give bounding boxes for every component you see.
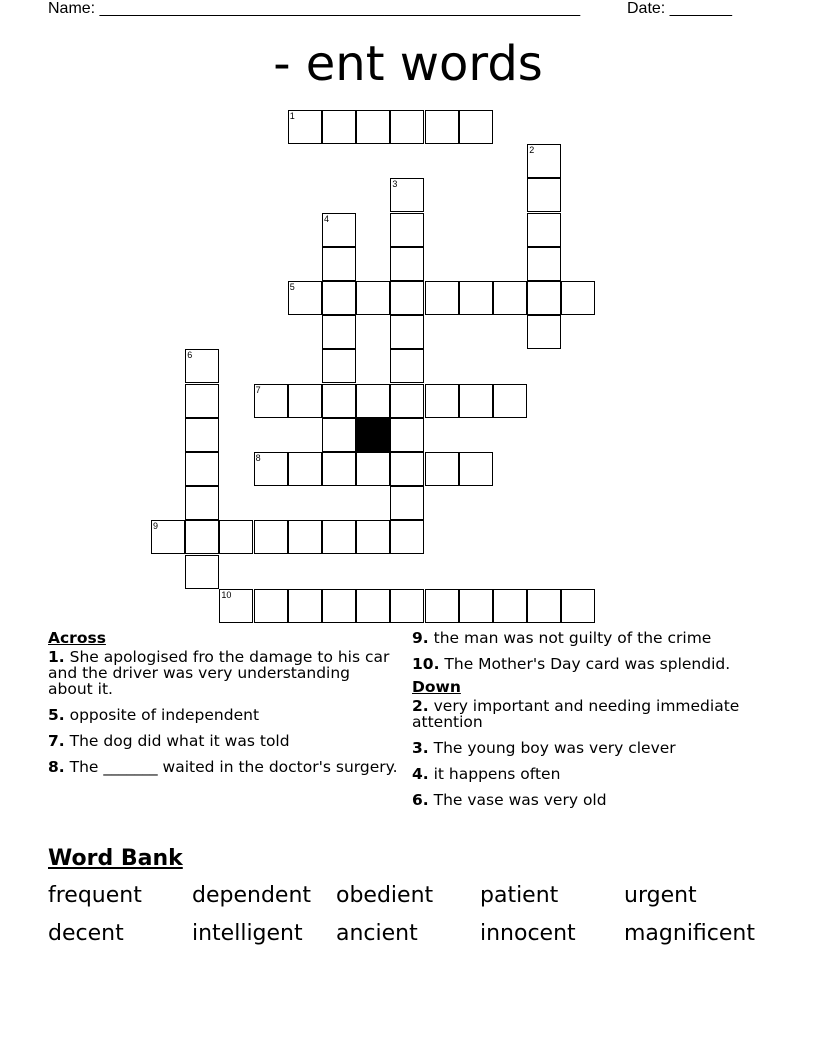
crossword-cell[interactable] bbox=[185, 486, 219, 520]
crossword-cell[interactable] bbox=[322, 520, 356, 554]
clue-text: The _______ waited in the doctor's surgery. bbox=[64, 758, 398, 776]
crossword-cell[interactable] bbox=[493, 384, 527, 418]
clue-item bbox=[48, 649, 398, 697]
crossword-cell[interactable] bbox=[185, 555, 219, 589]
clue-number: 4 bbox=[324, 213, 330, 224]
word-bank-word: innocent bbox=[480, 921, 576, 946]
crossword-cell[interactable] bbox=[151, 520, 185, 554]
clue-item bbox=[412, 792, 792, 808]
across-heading: Across bbox=[48, 629, 106, 647]
crossword-cell[interactable] bbox=[390, 589, 424, 623]
clue-number: 5. bbox=[48, 706, 65, 724]
clues-right-column bbox=[412, 630, 792, 818]
clue-item bbox=[412, 740, 792, 756]
clue-text: She apologised fro the damage to his car and the driver was very understanding about it. bbox=[48, 648, 390, 698]
crossword-cell[interactable] bbox=[254, 589, 288, 623]
word-bank-word: decent bbox=[48, 921, 124, 946]
crossword-block bbox=[356, 418, 390, 452]
date-field[interactable]: Date: _______ bbox=[627, 0, 732, 17]
crossword-cell[interactable] bbox=[288, 520, 322, 554]
crossword-cell[interactable] bbox=[356, 110, 390, 144]
crossword-cell[interactable] bbox=[356, 520, 390, 554]
crossword-cell[interactable] bbox=[390, 213, 424, 247]
crossword-cell[interactable] bbox=[254, 384, 288, 418]
clue-number: 10 bbox=[221, 589, 232, 600]
clue-item bbox=[412, 630, 792, 646]
crossword-cell[interactable] bbox=[390, 281, 424, 315]
word-bank-title: Word Bank bbox=[48, 846, 183, 871]
word-bank-word: magnificent bbox=[624, 921, 755, 946]
crossword-cell[interactable] bbox=[390, 520, 424, 554]
crossword-cell[interactable] bbox=[390, 384, 424, 418]
crossword-cell[interactable] bbox=[219, 520, 253, 554]
crossword-cell[interactable] bbox=[185, 384, 219, 418]
clue-number: 1 bbox=[289, 111, 295, 121]
crossword-cell[interactable] bbox=[288, 384, 322, 418]
clue-text: the man was not guilty of the crime bbox=[428, 629, 712, 647]
clue-number: 2. bbox=[412, 697, 429, 715]
crossword-cell[interactable] bbox=[322, 589, 356, 623]
crossword-cell[interactable] bbox=[390, 452, 424, 486]
crossword-cell[interactable] bbox=[459, 452, 493, 486]
crossword-cell[interactable] bbox=[288, 281, 322, 315]
crossword-cell[interactable] bbox=[459, 281, 493, 315]
crossword-cell[interactable] bbox=[493, 589, 527, 623]
crossword-cell[interactable] bbox=[390, 486, 424, 520]
clue-item bbox=[48, 759, 398, 775]
clue-text: The dog did what it was told bbox=[64, 732, 290, 750]
crossword-cell[interactable] bbox=[527, 247, 561, 281]
crossword-cell[interactable] bbox=[493, 281, 527, 315]
across-clue-list-continued bbox=[412, 630, 792, 672]
crossword-cell[interactable] bbox=[322, 110, 356, 144]
clue-number: 6 bbox=[187, 350, 193, 361]
clue-text: The young boy was very clever bbox=[428, 739, 676, 757]
clue-number: 8 bbox=[255, 453, 261, 463]
crossword-cell[interactable] bbox=[322, 452, 356, 486]
word-bank-word: ancient bbox=[336, 921, 418, 946]
crossword-cell[interactable] bbox=[185, 520, 219, 554]
page-title: - ent words bbox=[273, 36, 543, 92]
clue-item bbox=[412, 656, 792, 672]
clue-text: it happens often bbox=[428, 765, 561, 783]
crossword-cell[interactable] bbox=[390, 110, 424, 144]
crossword-cell[interactable] bbox=[390, 349, 424, 383]
crossword-cell[interactable] bbox=[390, 315, 424, 349]
clue-number: 7 bbox=[255, 384, 261, 395]
down-heading: Down bbox=[412, 678, 461, 696]
across-clue-list bbox=[48, 649, 398, 775]
crossword-cell[interactable] bbox=[356, 281, 390, 315]
crossword-cell[interactable] bbox=[322, 281, 356, 315]
crossword-cell[interactable] bbox=[425, 281, 459, 315]
word-bank-word: dependent bbox=[192, 883, 312, 908]
crossword-cell[interactable] bbox=[561, 281, 595, 315]
clue-number: 2 bbox=[529, 145, 535, 156]
word-bank-word: obedient bbox=[336, 883, 434, 908]
down-clue-list bbox=[412, 698, 792, 808]
crossword-cell[interactable] bbox=[390, 418, 424, 452]
crossword-cell[interactable] bbox=[322, 315, 356, 349]
crossword-cell[interactable] bbox=[390, 178, 424, 212]
clue-item bbox=[48, 733, 398, 749]
clue-number: 6. bbox=[412, 791, 429, 809]
crossword-cell[interactable] bbox=[425, 384, 459, 418]
crossword-cell[interactable] bbox=[322, 213, 356, 247]
crossword-cell[interactable] bbox=[425, 110, 459, 144]
crossword-cell[interactable] bbox=[254, 520, 288, 554]
word-bank-word: patient bbox=[480, 883, 559, 908]
clues-left-column bbox=[48, 630, 398, 785]
clue-item bbox=[48, 707, 398, 723]
crossword-cell[interactable] bbox=[219, 589, 253, 623]
clue-number: 10. bbox=[412, 655, 440, 673]
crossword-cell[interactable] bbox=[425, 589, 459, 623]
crossword-cell[interactable] bbox=[561, 589, 595, 623]
clue-number: 3. bbox=[412, 739, 429, 757]
clue-item bbox=[412, 698, 792, 730]
clue-number: 4. bbox=[412, 765, 429, 783]
crossword-cell[interactable] bbox=[322, 247, 356, 281]
crossword-cell[interactable] bbox=[425, 452, 459, 486]
clue-text: very important and needing immediate attention bbox=[412, 697, 740, 731]
clue-text: The vase was very old bbox=[428, 791, 607, 809]
crossword-cell[interactable] bbox=[288, 110, 322, 144]
crossword-cell[interactable] bbox=[390, 247, 424, 281]
crossword-cell[interactable] bbox=[322, 384, 356, 418]
crossword-cell[interactable] bbox=[322, 349, 356, 383]
crossword-cell[interactable] bbox=[288, 452, 322, 486]
crossword-cell[interactable] bbox=[527, 213, 561, 247]
crossword-cell[interactable] bbox=[254, 452, 288, 486]
crossword-cell[interactable] bbox=[185, 452, 219, 486]
crossword-cell[interactable] bbox=[356, 452, 390, 486]
crossword-cell[interactable] bbox=[527, 281, 561, 315]
crossword-cell[interactable] bbox=[527, 315, 561, 349]
word-bank-word: intelligent bbox=[192, 921, 303, 946]
crossword-cell[interactable] bbox=[322, 418, 356, 452]
word-bank-word: frequent bbox=[48, 883, 142, 908]
clue-number: 1. bbox=[48, 648, 65, 666]
clue-number: 5 bbox=[289, 282, 295, 292]
crossword-cell[interactable] bbox=[356, 589, 390, 623]
clue-number: 9. bbox=[412, 629, 429, 647]
crossword-cell[interactable] bbox=[185, 418, 219, 452]
clue-number: 7. bbox=[48, 732, 65, 750]
clue-item bbox=[412, 766, 792, 782]
clue-text: The Mother's Day card was splendid. bbox=[439, 655, 731, 673]
crossword-cell[interactable] bbox=[527, 144, 561, 178]
clue-number: 9 bbox=[153, 521, 159, 532]
word-bank-word: urgent bbox=[624, 883, 697, 908]
crossword-cell[interactable] bbox=[459, 589, 493, 623]
clue-number: 8. bbox=[48, 758, 65, 776]
crossword-cell[interactable] bbox=[459, 384, 493, 418]
clue-number: 3 bbox=[392, 179, 398, 190]
clue-text: opposite of independent bbox=[64, 706, 260, 724]
crossword-cell[interactable] bbox=[185, 349, 219, 383]
crossword-cell[interactable] bbox=[288, 589, 322, 623]
crossword-cell[interactable] bbox=[459, 110, 493, 144]
crossword-cell[interactable] bbox=[356, 384, 390, 418]
crossword-cell[interactable] bbox=[527, 589, 561, 623]
crossword-cell[interactable] bbox=[527, 178, 561, 212]
name-field[interactable]: Name: ______________________________________________________ bbox=[48, 0, 581, 17]
